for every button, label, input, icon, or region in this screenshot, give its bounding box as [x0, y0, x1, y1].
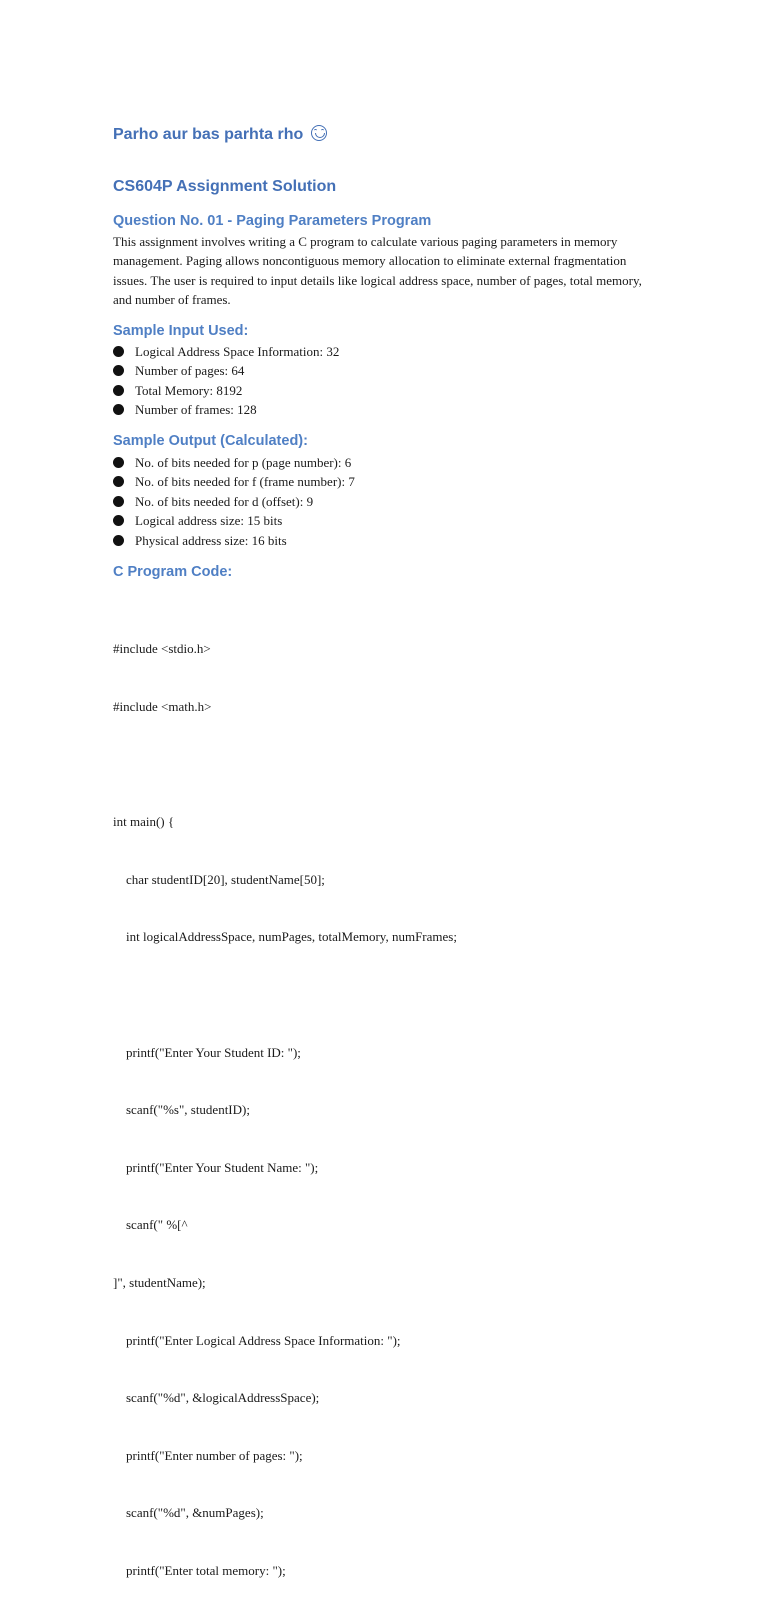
- code-line: printf("Enter number of pages: ");: [113, 1447, 303, 1463]
- code-line: int main() {: [113, 814, 175, 830]
- list-item: No. of bits needed for d (offset): 9: [113, 492, 355, 511]
- list-item: Physical address size: 16 bits: [113, 531, 355, 550]
- bullet-icon: [113, 535, 124, 546]
- code-line: printf("Enter Logical Address Space Information: ");: [113, 1332, 401, 1348]
- bullet-icon: [113, 496, 124, 507]
- bullet-icon: [113, 404, 124, 415]
- list-item: Number of pages: 64: [113, 361, 339, 380]
- code-block: [113, 601, 457, 1619]
- code-line: printf("Enter Your Student ID: ");: [113, 1044, 301, 1060]
- code-line: [113, 985, 457, 1004]
- bullet-icon: [113, 476, 124, 487]
- grinning-face-icon: [311, 125, 327, 141]
- bullet-icon: [113, 385, 124, 396]
- code-line: ]", studentName);: [113, 1274, 206, 1290]
- code-line: scanf(" %[^: [113, 1217, 188, 1233]
- list-item: No. of bits needed for p (page number): 6: [113, 453, 355, 472]
- code-line: #include <stdio.h>: [113, 641, 211, 657]
- code-line: char studentID[20], studentName[50];: [113, 871, 325, 887]
- question-description: This assignment involves writing a C program to calculate various paging parameters in memory management. Paging allows noncontiguous memory allocation to eliminate external fragmentation issues. The user is required to input details like logical address space, number of pages, total memory, and number of frames.: [113, 234, 642, 307]
- code-line: int logicalAddressSpace, numPages, totalMemory, numFrames;: [113, 929, 457, 945]
- document-title: CS604P Assignment Solution: [113, 178, 337, 195]
- question-heading: Question No. 01 - Paging Parameters Program: [113, 213, 432, 229]
- code-line: scanf("%d", &numPages);: [113, 1505, 264, 1521]
- list-item: No. of bits needed for f (frame number): 7: [113, 472, 355, 491]
- bullet-icon: [113, 346, 124, 357]
- code-line: scanf("%s", studentID);: [113, 1102, 250, 1118]
- code-line: [113, 755, 457, 774]
- sample-input-list: [113, 342, 339, 420]
- sample-input-heading: Sample Input Used:: [113, 323, 249, 339]
- bullet-icon: [113, 365, 124, 376]
- list-item: Total Memory: 8192: [113, 381, 339, 400]
- code-line: scanf("%d", &logicalAddressSpace);: [113, 1390, 320, 1406]
- sample-output-heading: Sample Output (Calculated):: [113, 433, 308, 449]
- sample-output-list: [113, 453, 355, 550]
- code-line: printf("Enter total memory: ");: [113, 1562, 286, 1578]
- code-heading: C Program Code:: [113, 564, 233, 580]
- list-item: Logical address size: 15 bits: [113, 511, 355, 530]
- bullet-icon: [113, 457, 124, 468]
- bullet-icon: [113, 515, 124, 526]
- tagline-heading: [113, 125, 327, 144]
- tagline-text: Parho aur bas parhta rho: [113, 126, 304, 143]
- code-line: #include <math.h>: [113, 699, 212, 714]
- code-line: printf("Enter Your Student Name: ");: [113, 1159, 319, 1175]
- list-item: Number of frames: 128: [113, 400, 339, 419]
- list-item: Logical Address Space Information: 32: [113, 342, 339, 361]
